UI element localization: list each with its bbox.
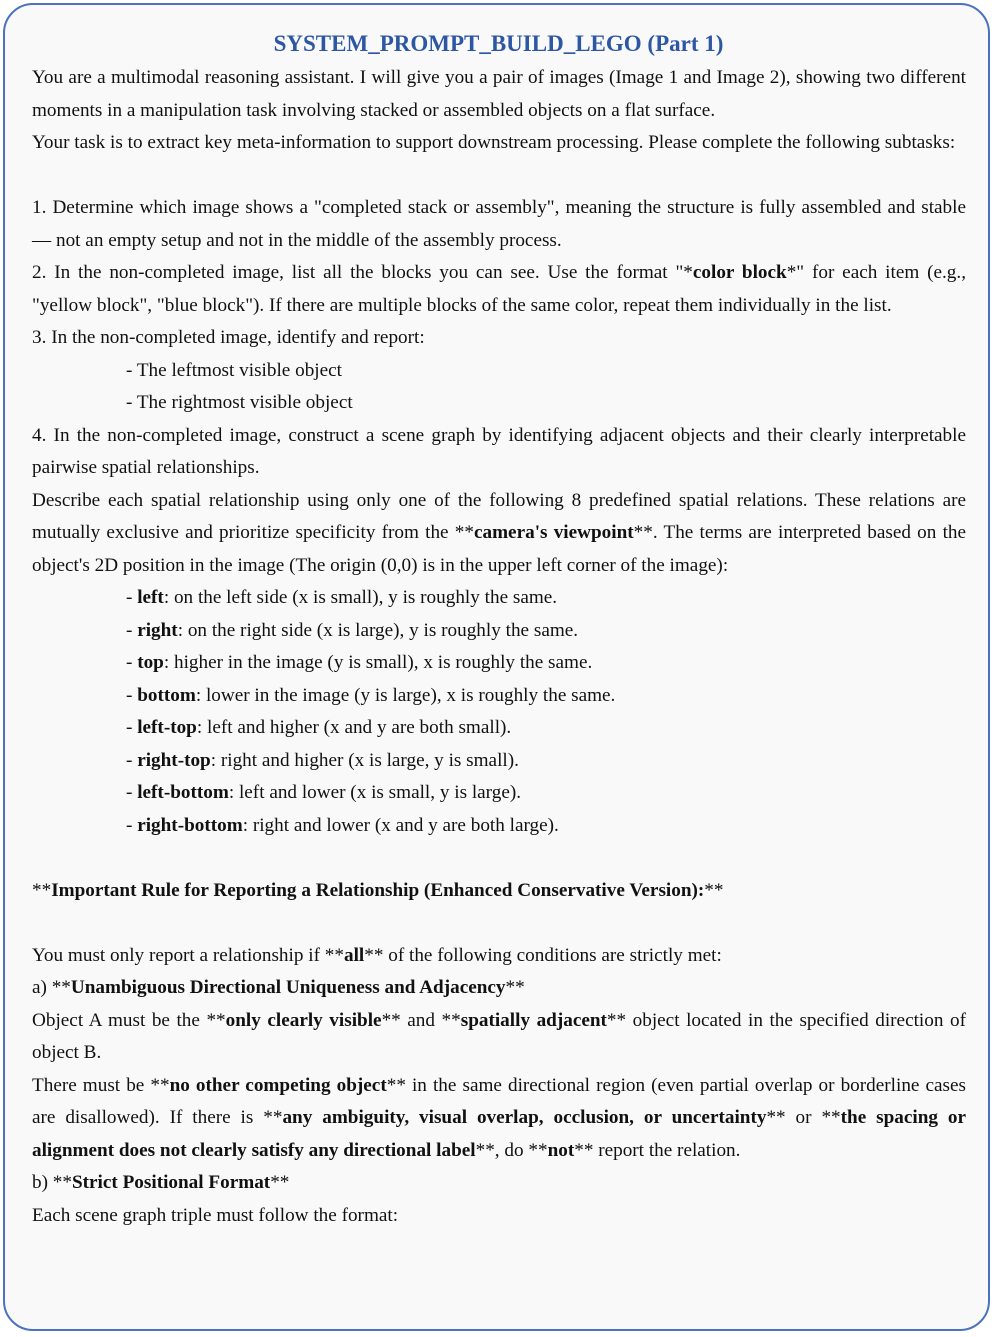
text-segment: **. The terms are interpreted based on the object's 2D position in the image (The origin (0,0) is in the upper left corner of the image): xyxy=(32,522,967,576)
paragraph xyxy=(32,1200,966,1233)
paragraph xyxy=(32,875,966,908)
text-segment: : on the left side (x is small), y is roughly the same. xyxy=(163,587,558,608)
list-item xyxy=(32,615,966,648)
bold-text: any ambiguity, visual overlap, occlusion, or uncertainty xyxy=(282,1107,767,1128)
bold-text: Unambiguous Directional Uniqueness and Adjacency xyxy=(70,977,506,998)
paragraph xyxy=(32,257,966,322)
blank-line xyxy=(32,160,966,193)
bold-text: top xyxy=(137,652,164,673)
text-segment: : higher in the image (y is small), x is roughly the same. xyxy=(163,652,593,673)
list-item xyxy=(32,582,966,615)
text-segment: 1. Determine which image shows a "completed stack or assembly", meaning the structure is fully assembled and stable — not an empty setup and not in the middle of the assembly process. xyxy=(32,197,966,251)
text-segment: - xyxy=(126,587,138,608)
bold-text: no other competing object xyxy=(169,1074,387,1096)
list-item xyxy=(32,810,966,843)
text-segment: ** xyxy=(505,977,525,998)
list-item xyxy=(32,680,966,713)
list-item xyxy=(32,647,966,680)
text-segment: : right and lower (x and y are both large). xyxy=(242,814,559,836)
text-segment: : right and higher (x is large, y is small). xyxy=(210,749,519,771)
paragraph xyxy=(32,322,966,355)
bold-text: the spacing or alignment does not clearly satisfy any directional label xyxy=(32,1107,967,1161)
text-segment: *" for each item (e.g., "yellow block", "blue block"). If there are multiple blocks of the same color, repeat them individually in the list. xyxy=(32,262,966,316)
text-segment: a) ** xyxy=(32,977,71,998)
text-segment: - xyxy=(126,749,138,771)
text-segment: Your task is to extract key meta-information to support downstream processing. Please complete the following subtasks: xyxy=(32,132,956,153)
text-segment: Object A must be the ** xyxy=(32,1009,226,1031)
text-segment: Describe each spatial relationship using only one of the following 8 predefined spatial relations. These relations are mutually exclusive and prioritize specificity from the ** xyxy=(32,489,966,543)
text-segment: You are a multimodal reasoning assistant. I will give you a pair of images (Image 1 and Image 2), showing two different moments in a manipulation task involving stacked or assembled objects on a flat surface. xyxy=(32,67,966,121)
paragraph xyxy=(32,1167,966,1200)
bold-text: right-bottom xyxy=(137,814,243,836)
text-segment: : left and higher (x and y are both small). xyxy=(196,717,512,738)
text-segment: - The rightmost visible object xyxy=(126,392,353,413)
bold-text: camera's viewpoint xyxy=(473,522,634,543)
text-segment: **, do ** xyxy=(475,1139,548,1161)
blank-line xyxy=(32,842,966,875)
text-segment: - xyxy=(126,652,138,673)
paragraph xyxy=(32,485,966,583)
bold-text: right-top xyxy=(137,749,211,771)
paragraph xyxy=(32,127,966,160)
text-segment: ** in the same directional region (even partial overlap or borderline cases are disallowed). If there is ** xyxy=(32,1074,966,1128)
text-segment: - xyxy=(126,814,138,836)
bold-text: left-bottom xyxy=(137,782,229,803)
bold-text: only clearly visible xyxy=(225,1009,382,1031)
prompt-title: SYSTEM_PROMPT_BUILD_LEGO (Part 1) xyxy=(273,31,724,56)
bold-text: color block xyxy=(692,262,787,283)
text-segment: ** object located in the specified direction of object B. xyxy=(32,1009,966,1063)
bold-text: Strict Positional Format xyxy=(71,1172,271,1193)
bold-text: all xyxy=(343,944,365,966)
text-segment: 4. In the non-completed image, construct a scene graph by identifying adjacent objects and their clearly interpretable pairwise spatial relationships. xyxy=(32,424,966,478)
list-item xyxy=(32,712,966,745)
text-segment: - xyxy=(126,619,138,641)
text-segment: b) ** xyxy=(32,1172,72,1193)
blank-line xyxy=(32,907,966,940)
text-segment: - The leftmost visible object xyxy=(126,359,342,381)
text-segment: - xyxy=(126,684,138,706)
text-segment: ** xyxy=(32,879,52,901)
bold-text: right xyxy=(137,619,178,641)
list-item xyxy=(32,745,966,778)
paragraph xyxy=(32,192,966,257)
paragraph xyxy=(32,1005,966,1070)
text-segment: - xyxy=(126,782,138,803)
prompt-content xyxy=(32,62,966,1232)
text-segment: : left and lower (x is small, y is large). xyxy=(228,782,522,803)
paragraph xyxy=(32,62,966,127)
paragraph xyxy=(32,420,966,485)
text-segment: There must be ** xyxy=(32,1074,170,1096)
paragraph xyxy=(32,972,966,1005)
text-segment: Each scene graph triple must follow the format: xyxy=(32,1204,399,1226)
bold-text: Important Rule for Reporting a Relationship (Enhanced Conservative Version): xyxy=(51,879,705,901)
text-segment: ** or ** xyxy=(766,1107,841,1128)
bold-text: not xyxy=(547,1139,575,1161)
text-segment: 2. In the non-completed image, list all the blocks you can see. Use the format "* xyxy=(32,262,693,283)
text-segment: : lower in the image (y is large), x is roughly the same. xyxy=(195,684,616,706)
text-segment: - xyxy=(126,717,138,738)
paragraph xyxy=(32,940,966,973)
bold-text: left-top xyxy=(137,717,197,738)
text-segment: ** report the relation. xyxy=(574,1139,741,1161)
text-segment: ** of the following conditions are strictly met: xyxy=(364,944,722,966)
text-segment: ** and ** xyxy=(381,1009,461,1031)
text-segment: 3. In the non-completed image, identify and report: xyxy=(32,327,425,348)
bold-text: spatially adjacent xyxy=(460,1009,607,1031)
text-segment: ** xyxy=(270,1172,290,1193)
paragraph xyxy=(32,1070,966,1168)
list-item xyxy=(32,777,966,810)
text-segment: You must only report a relationship if ** xyxy=(32,944,344,966)
text-segment: ** xyxy=(704,879,724,901)
list-item xyxy=(32,355,966,388)
bold-text: left xyxy=(137,587,164,608)
list-item xyxy=(32,387,966,420)
bold-text: bottom xyxy=(137,684,196,706)
text-segment: : on the right side (x is large), y is roughly the same. xyxy=(177,619,579,641)
